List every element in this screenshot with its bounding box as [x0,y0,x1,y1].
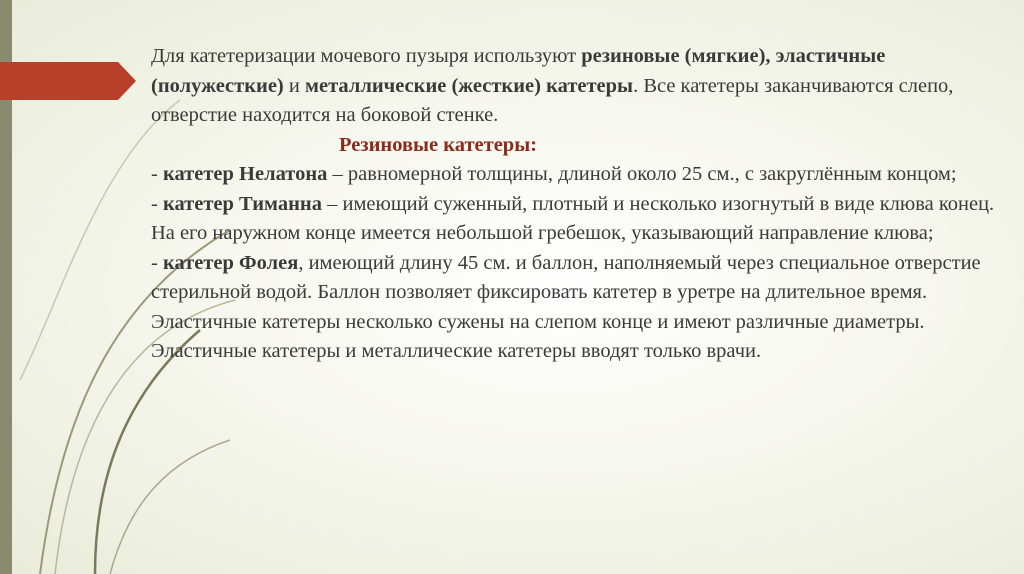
intro-paragraph [151,42,1001,131]
slide-text [151,42,1001,367]
list-item [151,190,1001,249]
section-heading: Резиновые катетеры: [339,133,538,156]
item-dash: - [151,192,163,215]
intro-bold-2: металлические (жесткие) катетеры [305,74,634,97]
item-dash: - [151,251,163,274]
list-item [151,249,1001,308]
item-dash: - [151,163,163,185]
item-desc: , имеющий длину 45 см. и баллон, наполняемый через специальное отверстие стерильной водой. Баллон позволяет фиксировать катетер в уретре на длительное время. [151,251,981,303]
paragraph-elastic: Эластичные катетеры несколько сужены на слепом конце и имеют различные диаметры. [151,310,925,333]
list-item [151,160,1001,190]
intro-text-3: . Все катетеры заканчиваются слепо, отверстие находится на боковой стенке. [151,74,954,126]
intro-text-1: Для катетеризации мочевого пузыря используют [151,45,582,67]
paragraph-doctors: Эластичные катетеры и металлические катетеры вводят только врачи. [151,340,762,362]
intro-text-2: и [283,74,305,97]
item-name: катетер Нелатона [162,163,328,185]
item-name: катетер Фолея [162,251,299,274]
item-desc: – равномерной толщины, длиной около 25 см., с закруглённым концом; [327,163,957,185]
accent-arrow-shape [0,62,136,100]
item-desc: – имеющий суженный, плотный и несколько изогнутый в виде клюва конец. На его наружном конце имеется небольшой гребешок, указывающий направление клюва; [151,192,995,244]
item-name: катетер Тиманна [162,192,322,215]
intro-bold-1: резиновые (мягкие), эластичные (полужесткие) [151,45,886,97]
